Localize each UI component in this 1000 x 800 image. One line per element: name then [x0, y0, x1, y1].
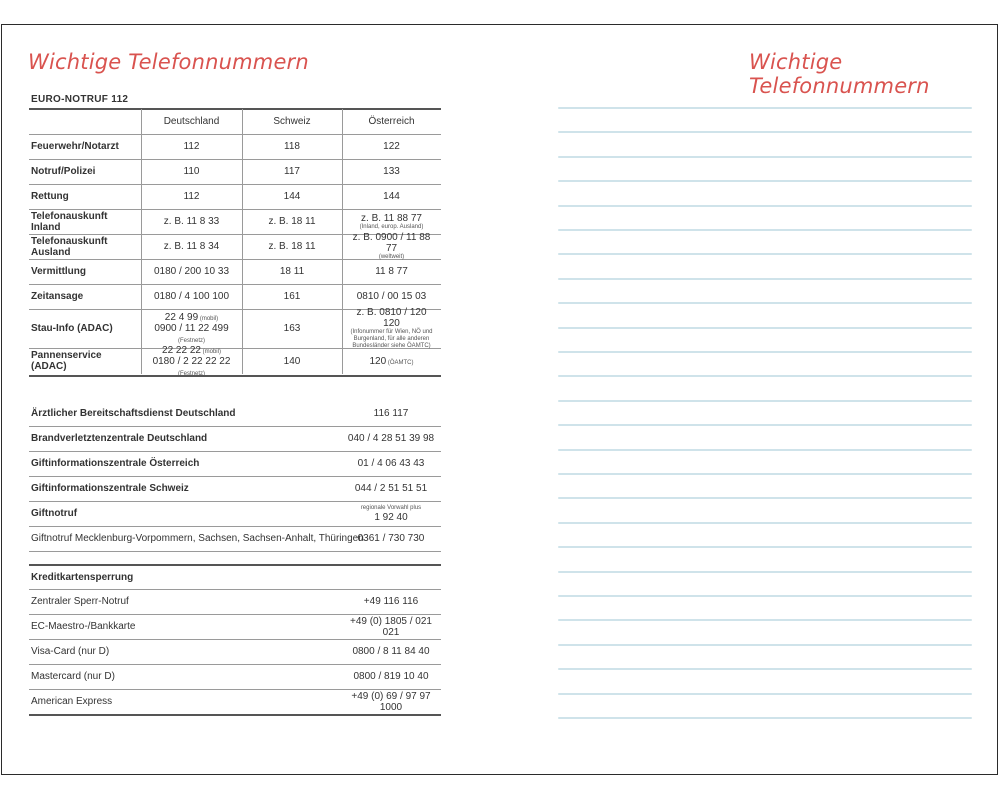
note-line — [558, 107, 972, 109]
cell-deutschland — [141, 134, 242, 159]
cell-line: z. B. 11 8 33 — [163, 216, 220, 227]
cell-deutschland — [141, 209, 242, 234]
credit-value: +49 116 116 — [363, 596, 419, 607]
credit-label: Visa-Card (nur D) — [31, 646, 110, 657]
cell-oesterreich — [342, 184, 441, 209]
cell-line: 0180 / 200 10 33 — [153, 266, 230, 277]
note-line — [558, 205, 972, 207]
credit-value: +49 (0) 69 / 97 97 1000 — [351, 690, 431, 713]
table-rule — [29, 714, 441, 716]
cell-oesterreich — [342, 209, 441, 234]
row-label: Telefonauskunft Inland — [31, 210, 108, 233]
cell-line: 110 — [183, 166, 200, 177]
service-note: regionale Vorwahl plus — [360, 504, 422, 511]
cell-line: 144 — [383, 191, 400, 202]
row-label: Rettung — [31, 191, 69, 202]
cell-note: (ÖAMTC) — [386, 359, 414, 366]
cell-schweiz: 117 — [284, 166, 300, 177]
note-line — [558, 327, 972, 329]
row-label: Telefonauskunft Ausland — [31, 235, 108, 258]
note-line — [558, 522, 972, 524]
service-number: 01 / 4 06 43 43 — [357, 458, 425, 469]
service-value — [341, 476, 441, 501]
column-header-2: Österreich — [368, 116, 415, 127]
row-label: Zeitansage — [31, 291, 84, 302]
note-line — [558, 278, 972, 280]
cell-deutschland — [141, 344, 242, 377]
service-label: Ärztlicher Bereitschaftsdienst Deutschland — [31, 408, 236, 419]
note-line — [558, 717, 972, 719]
service-value — [341, 501, 441, 526]
service-label: Giftinformationszentrale Schweiz — [31, 483, 189, 494]
cell-schweiz: 144 — [283, 191, 301, 202]
cell-schweiz: 118 — [284, 141, 300, 152]
cell-note: (Inland, europ. Ausland) — [359, 223, 424, 230]
credit-value: 0800 / 819 10 40 — [353, 671, 429, 682]
cell-schweiz: 163 — [283, 323, 301, 334]
cell-deutschland — [141, 159, 242, 184]
cell-oesterreich — [342, 259, 441, 284]
cell-oesterreich — [342, 234, 441, 259]
service-number: 040 / 4 28 51 39 98 — [347, 433, 435, 444]
cell-deutschland — [141, 184, 242, 209]
cell-line: 0810 / 00 15 03 — [356, 291, 427, 302]
note-line — [558, 644, 972, 646]
cell-line: z. B. 0810 / 120 120 — [356, 307, 427, 329]
cell-deutschland — [141, 259, 242, 284]
column-header-1: Schweiz — [273, 116, 311, 127]
row-label: Stau-Info (ADAC) — [31, 323, 113, 334]
service-value — [341, 401, 441, 426]
cell-deutschland — [141, 234, 242, 259]
service-value — [341, 451, 441, 476]
cell-line: z. B. 11 88 77 — [361, 212, 422, 224]
cell-note: (mobil) — [200, 348, 221, 355]
cell-note: (Festnetz) — [177, 370, 205, 377]
service-value — [341, 426, 441, 451]
service-number: 0361 / 730 730 — [357, 533, 425, 544]
service-number: 116 117 — [373, 408, 409, 419]
cell-schweiz: 140 — [283, 355, 301, 367]
cell-deutschland — [141, 309, 242, 348]
credit-label: American Express — [31, 696, 113, 707]
service-number: 044 / 2 51 51 51 — [354, 483, 428, 494]
note-line — [558, 302, 972, 304]
cell-line: 112 — [183, 191, 200, 202]
cell-schweiz: 18 11 — [279, 266, 305, 277]
note-line — [558, 229, 972, 231]
cell-line: 11 8 77 — [375, 266, 408, 277]
row-label: Pannenservice (ADAC) — [31, 350, 102, 372]
credit-value: 0800 / 8 11 84 40 — [352, 646, 430, 657]
cell-line: z. B. 0900 / 11 88 77 — [352, 232, 431, 254]
cell-deutschland — [141, 284, 242, 309]
note-line — [558, 156, 972, 158]
credit-value: +49 (0) 1805 / 021 021 — [349, 615, 432, 638]
cell-line: 133 — [383, 166, 400, 177]
note-line — [558, 400, 972, 402]
service-label: Brandverletztenzentrale Deutschland — [31, 433, 208, 444]
table-rule — [29, 551, 441, 552]
cell-note: (Infonummer für Wien, NÖ und Burgenland, für alle anderen Bundesländer siehe ÖAMTC) — [350, 329, 433, 349]
note-line — [558, 693, 972, 695]
cell-line: 0180 / 4 100 100 — [153, 291, 230, 302]
credit-label: Mastercard (nur D) — [31, 671, 115, 682]
cell-schweiz: z. B. 18 11 — [268, 216, 316, 227]
service-label: Giftinformationszentrale Österreich — [31, 458, 200, 469]
note-line — [558, 351, 972, 353]
service-label: Giftnotruf — [31, 508, 78, 519]
column-header-0: Deutschland — [163, 116, 220, 127]
note-line — [558, 668, 972, 670]
cell-note: (Festnetz) — [177, 338, 205, 344]
note-line — [558, 473, 972, 475]
page-title-left: Wichtige Telefonnummern — [28, 50, 309, 74]
note-line — [558, 595, 972, 597]
cell-line: 112 — [183, 141, 200, 152]
credit-label: EC-Maestro-/Bankkarte — [31, 621, 136, 632]
cell-line: 0180 / 2 22 22 22 (Festnetz) — [152, 355, 231, 377]
note-line — [558, 546, 972, 548]
credit-heading: Kreditkartensperrung — [31, 572, 134, 583]
cell-schweiz: z. B. 18 11 — [268, 241, 316, 252]
cell-oesterreich — [342, 159, 441, 184]
section-label: EURO-NOTRUF 112 — [31, 94, 129, 105]
cell-oesterreich — [342, 284, 441, 309]
cell-line: 0900 / 11 22 499 (Festnetz) — [154, 323, 229, 344]
service-number: 1 92 40 — [374, 511, 408, 523]
page-title-right: Wichtige Telefonnummern — [749, 50, 930, 98]
cell-oesterreich — [342, 134, 441, 159]
service-value — [341, 526, 441, 551]
row-label: Notruf/Polizei — [31, 166, 96, 177]
note-line — [558, 180, 972, 182]
row-label: Feuerwehr/Notarzt — [31, 141, 119, 152]
cell-oesterreich — [342, 348, 441, 374]
cell-schweiz: 161 — [283, 291, 301, 302]
cell-line: 22 22 22 (mobil) — [162, 344, 221, 356]
cell-line: 122 — [383, 141, 400, 152]
service-label: Giftnotruf Mecklenburg-Vorpommern, Sachsen, Sachsen-Anhalt, Thüringen — [31, 533, 364, 544]
cell-line: 22 4 99 (mobil) — [164, 312, 219, 323]
cell-note: (weltweit) — [378, 254, 405, 260]
note-line — [558, 424, 972, 426]
credit-label: Zentraler Sperr-Notruf — [31, 596, 129, 607]
note-line — [558, 571, 972, 573]
cell-oesterreich — [342, 309, 441, 348]
cell-note: (mobil) — [198, 316, 219, 322]
row-label: Vermittlung — [31, 266, 87, 277]
cell-line: 120 (ÖAMTC) — [369, 355, 414, 367]
cell-line: z. B. 11 8 34 — [163, 241, 220, 252]
note-line — [558, 449, 972, 451]
